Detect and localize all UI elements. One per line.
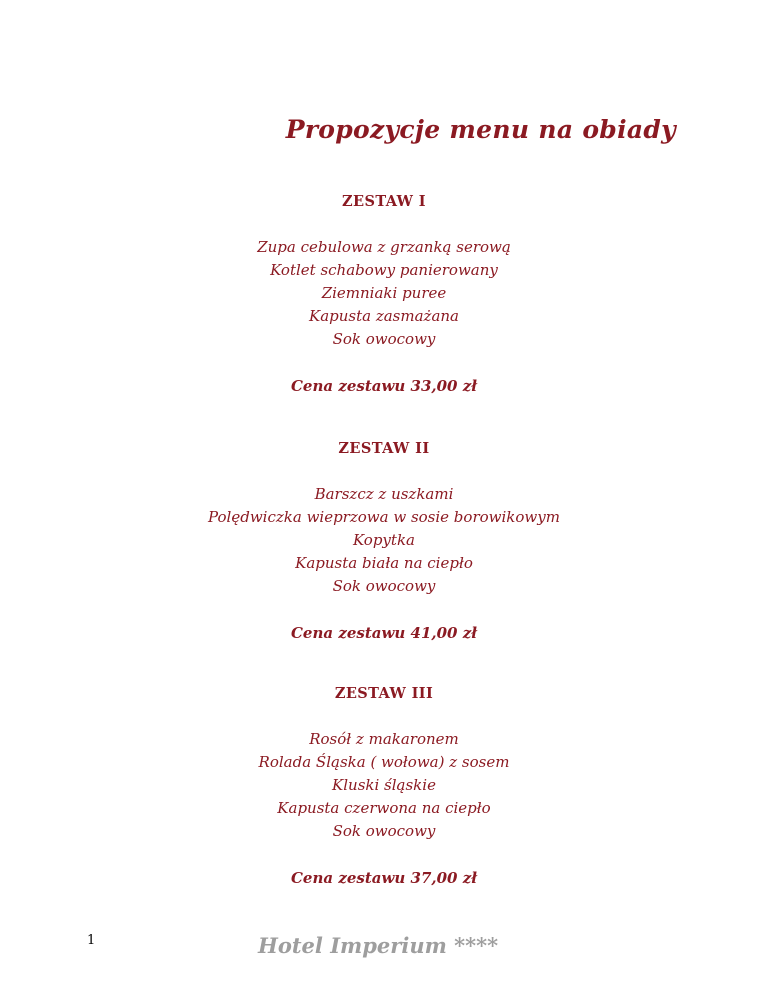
dish-item: Rosół z makaronem bbox=[309, 730, 459, 748]
dish-item: Sok owocowy bbox=[332, 330, 436, 348]
dish-item: Sok owocowy bbox=[332, 822, 436, 840]
page-number: 1 bbox=[87, 933, 96, 948]
menu-set-2 bbox=[0, 440, 768, 642]
hotel-footer: Hotel Imperium **** bbox=[258, 933, 499, 958]
dish-item: Zupa cebulowa z grzanką serową bbox=[257, 238, 511, 256]
set-price: Cena zestawu 33,00 zł bbox=[290, 377, 477, 395]
dish-item: Kapusta biała na ciepło bbox=[295, 554, 473, 572]
set-heading: ZESTAW II bbox=[338, 440, 430, 457]
dish-item: Sok owocowy bbox=[332, 577, 436, 595]
set-heading: ZESTAW III bbox=[334, 685, 434, 702]
dish-item: Kopytka bbox=[353, 531, 415, 549]
dish-item: Kapusta czerwona na ciepło bbox=[277, 799, 491, 817]
menu-set-1 bbox=[0, 193, 768, 395]
page-title: Propozycje menu na obiady bbox=[285, 115, 676, 144]
dish-item: Barszcz z uszkami bbox=[314, 485, 454, 503]
dish-item: Ziemniaki puree bbox=[321, 284, 447, 302]
dish-list bbox=[0, 236, 768, 351]
set-price: Cena zestawu 37,00 zł bbox=[290, 869, 477, 887]
dish-list bbox=[0, 728, 768, 843]
dish-item: Kluski śląskie bbox=[332, 776, 436, 794]
dish-item: Kapusta zasmażana bbox=[308, 307, 459, 325]
menu-set-3 bbox=[0, 685, 768, 887]
dish-item: Kotlet schabowy panierowany bbox=[270, 261, 498, 279]
dish-list bbox=[0, 483, 768, 598]
dish-item: Polędwiczka wieprzowa w sosie borowikowym bbox=[208, 508, 560, 526]
set-price: Cena zestawu 41,00 zł bbox=[290, 624, 477, 642]
dish-item: Rolada Śląska ( wołowa) z sosem bbox=[258, 753, 510, 771]
set-heading: ZESTAW I bbox=[342, 193, 426, 210]
